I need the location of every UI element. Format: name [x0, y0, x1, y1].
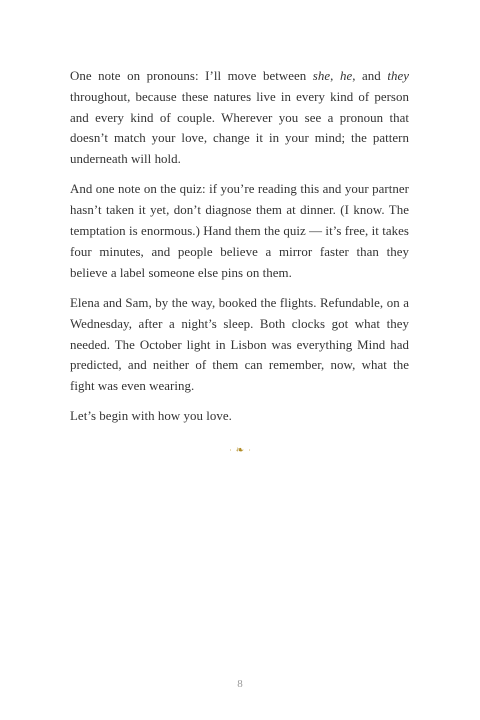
p1-text-after: throughout, because these natures live in every kind of person and every kind of couple. Wherever you see a pronoun that doesn’t match your love, change it in your mind; the pattern underneath will hold. [70, 89, 409, 167]
page-number: 8 [237, 678, 243, 690]
floral-heart-icon: ❧ [235, 445, 245, 456]
paragraph-elena-sam: Elena and Sam, by the way, booked the flights. Refundable, on a Wednesday, after a night’s sleep. Both clocks got what they needed. The October light in Lisbon was everything Mind had predicted, and neither of them can remember, now, what the fight was even wearing. [70, 295, 409, 394]
ornament-dot-left: · [229, 446, 232, 455]
pronoun-he: he [339, 69, 353, 83]
paragraph-quiz: And one note on the quiz: if you’re reading this and your partner hasn’t taken it yet, don’t diagnose them at dinner. (I know. The temptation is enormous.) Hand them the quiz — it’s free, it takes four minutes, and people believe a mirror faster than they believe a label someone else pins on them. [70, 182, 409, 280]
ornament-dot-right: · [248, 446, 251, 455]
pronoun-she: she [312, 69, 331, 83]
pronoun-they: they [387, 69, 409, 83]
section-ornament [0, 443, 480, 459]
p1-sep2: , and [352, 69, 388, 83]
p1-text-before: One note on pronouns: I’ll move between [70, 69, 313, 83]
body-text [70, 66, 409, 437]
p1-sep1: , [330, 69, 340, 83]
paragraph-begin: Let’s begin with how you love. [70, 409, 232, 424]
paragraph-pronouns [70, 66, 409, 170]
